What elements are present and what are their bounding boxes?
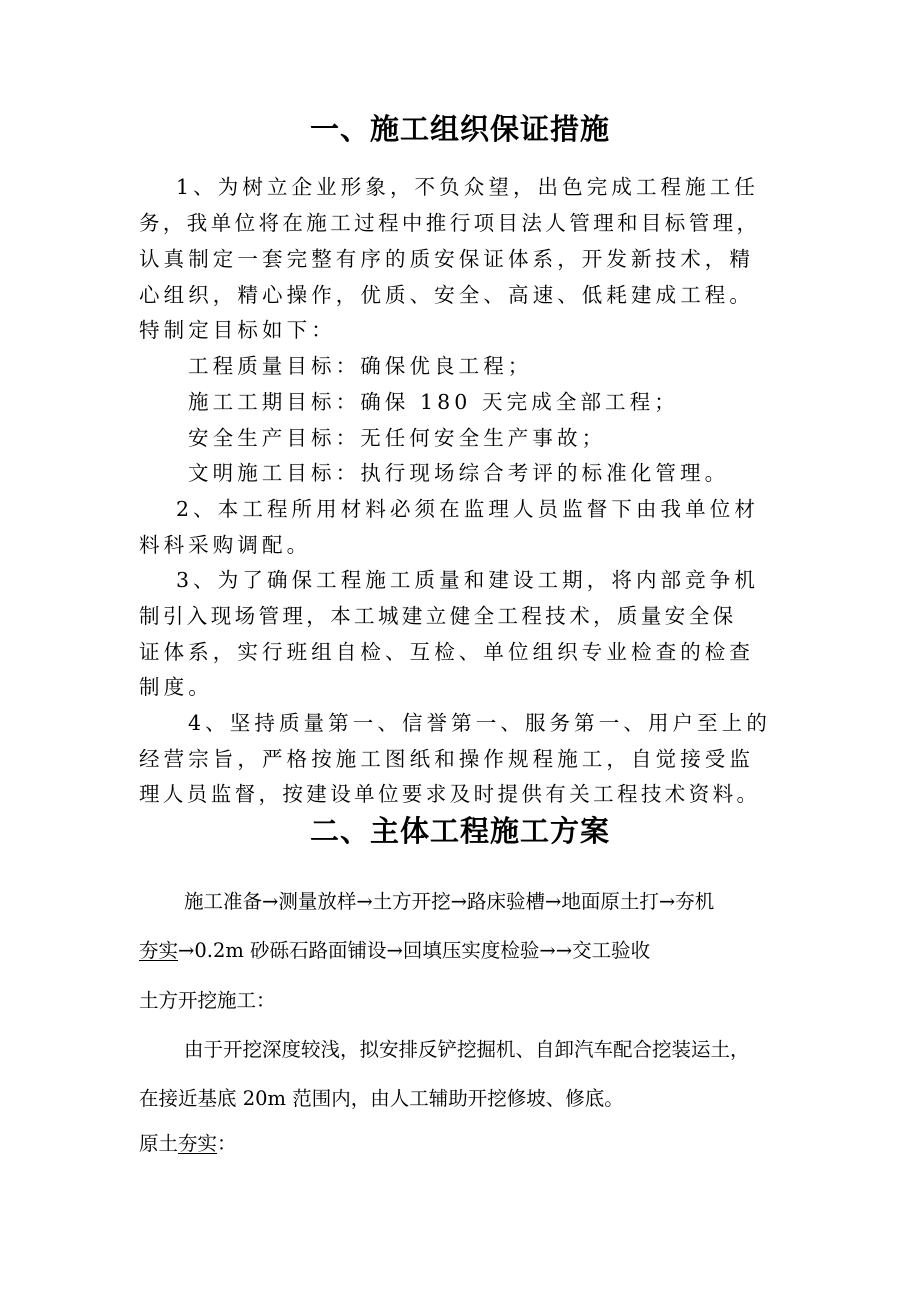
p4-line-1: 4、坚持质量第一、信誉第一、服务第一、用户至上的: [188, 711, 771, 735]
underlined-term: 夯实: [139, 939, 179, 962]
process-flow-line-2: [139, 937, 650, 965]
p3-line-4: 制度。: [139, 675, 213, 699]
p4-line-3: 理人员监督，按建设单位要求及时提供有关工程技术资料。: [139, 782, 761, 806]
p4-line-2: 经营宗旨，严格按施工图纸和操作规程施工，自觉接受监: [139, 747, 754, 771]
tamping-prefix: 原土: [139, 1132, 179, 1155]
p1-line-2: 务，我单位将在施工过程中推行项目法人管理和目标管理，: [139, 211, 761, 235]
goal-quality: 工程质量目标：确保优良工程；: [188, 354, 533, 378]
process-flow-line-1: 施工准备→测量放样→土方开挖→路床验槽→地面原土打→夯机: [184, 890, 715, 913]
tamping-suffix: ：: [217, 1132, 237, 1155]
tamping-underlined: 夯实: [178, 1132, 218, 1155]
earthwork-line-2: 在接近基底 20m 范围内，由人工辅助开挖修坡、修底。: [139, 1087, 624, 1110]
section2-title: 二、主体工程施工方案: [309, 814, 610, 848]
process-flow-rest: →0.2m 砂砾石路面铺设→回填压实度检验→→交工验收: [178, 939, 651, 962]
earthwork-heading: 土方开挖施工：: [139, 989, 276, 1012]
tamping-heading: [139, 1130, 237, 1158]
goal-civilized: 文明施工目标：执行现场综合考评的标准化管理。: [188, 461, 730, 485]
p2-line-2: 料科采购调配。: [139, 533, 312, 557]
p3-line-2: 制引入现场管理，本工城建立健全工程技术，质量安全保: [139, 604, 737, 628]
p3-line-1: 3、为了确保工程施工质量和建设工期，将内部竞争机: [176, 568, 759, 592]
goal-safety: 安全生产目标：无任何安全生产事故；: [188, 426, 607, 450]
p1-line-1: 1、为树立企业形象，不负众望，出色完成工程施工任: [176, 175, 759, 199]
section1-title: 一、施工组织保证措施: [309, 112, 610, 146]
p1-line-4: 心组织，精心操作，优质、安全、高速、低耗建成工程。: [139, 283, 754, 307]
p2-line-1: 2、本工程所用材料必须在监理人员监督下由我单位材: [176, 497, 759, 521]
goal-schedule: 施工工期目标：确保 180 天完成全部工程；: [188, 390, 679, 414]
p1-line-5: 特制定目标如下：: [139, 318, 336, 342]
p1-line-3: 认真制定一套完整有序的质安保证体系，开发新技术，精: [139, 247, 754, 271]
earthwork-line-1: 由于开挖深度较浅，拟安排反铲挖掘机、自卸汽车配合挖装运土，: [184, 1038, 750, 1061]
p3-line-3: 证体系，实行班组自检、互检、单位组织专业检查的检查: [139, 640, 754, 664]
